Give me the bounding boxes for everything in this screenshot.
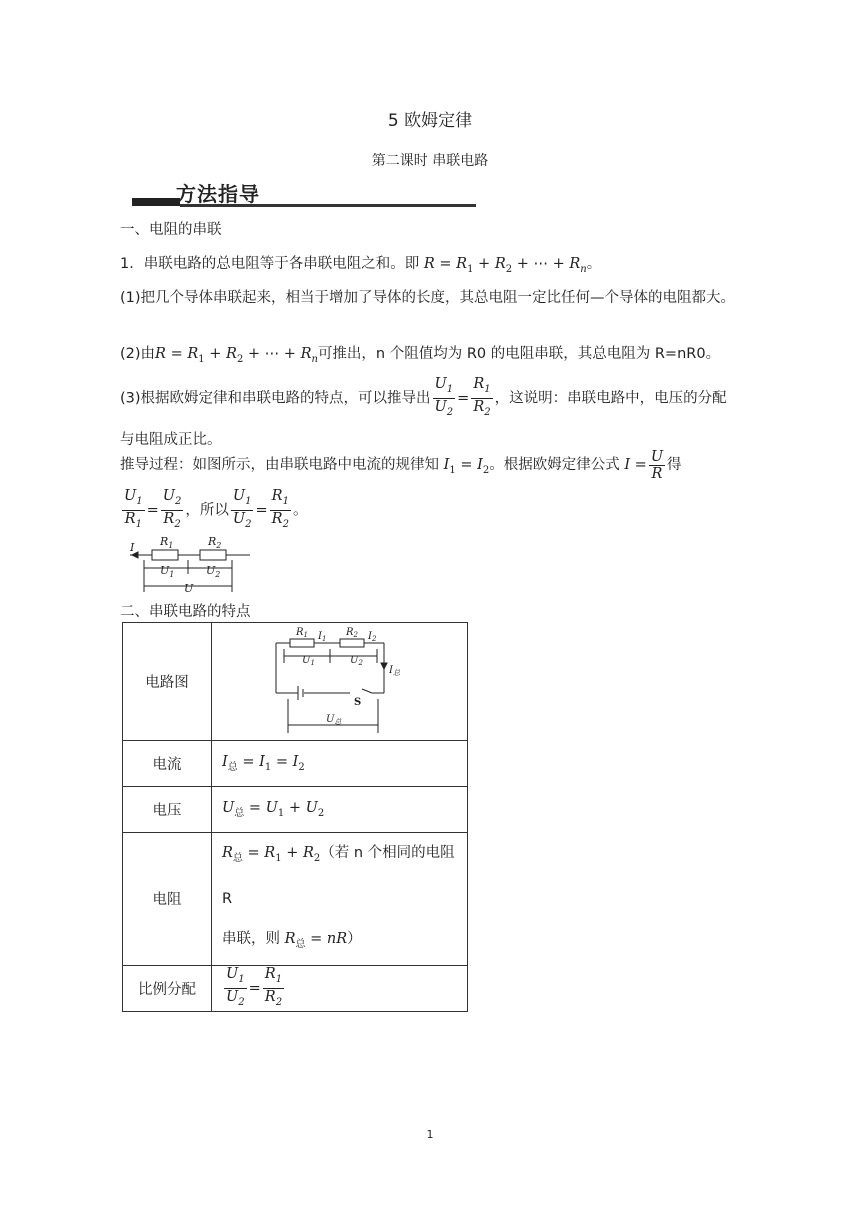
paragraph-4: (3)根据欧姆定律和串联电路的特点，可以推导出 $\frac{U_1}{U_2}$ = $\frac{R_1}{R_2}$ ，这说明：串联电路中，电压的分配与电阻成正比。 <box>120 376 727 448</box>
paragraph-5-pre: 推导过程：如图所示，由串联电路中电流的规律知 <box>120 457 439 473</box>
svg-text:I2: $I_2$ <box>368 631 377 643</box>
row-label-current: 电流 <box>123 741 212 787</box>
formula-total-resistance: $R = R_1 + R_2$ + ⋯ + $R_n$ <box>423 256 587 275</box>
paragraph-3-post: 可推出，n 个阻值均为 R0 的电阻串联，其总电阻为 R=nR0。 <box>317 346 721 362</box>
resistance-n-formula: $R_总$ = nR <box>284 930 348 950</box>
banner-bar <box>132 198 180 206</box>
section-heading-2: 二、串联电路的特点 <box>120 604 251 620</box>
resistance-note-1: （若 n 个相同的电阻 R <box>222 845 455 907</box>
svg-text:I: I <box>130 541 135 554</box>
row-label-ratio: 比例分配 <box>123 965 212 1011</box>
table-row <box>123 965 468 1011</box>
svg-text:R1: $R_1$ <box>160 535 174 550</box>
section-heading-1: 一、电阻的串联 <box>120 222 222 238</box>
series-resistor-diagram <box>122 530 262 600</box>
fraction-u1-u2: $\frac{U_1}{U_2}$ <box>434 376 454 418</box>
resistor-r2 <box>200 550 226 560</box>
circuit-diagram <box>212 623 467 736</box>
row-label-circuit: 电路图 <box>123 623 212 741</box>
fraction-r1-r2-b: $\frac{R_1}{R_2}$ <box>271 488 289 530</box>
table-row <box>123 833 468 966</box>
section-banner <box>120 178 476 212</box>
svg-text:I1: $I_1$ <box>318 631 327 643</box>
circuit-diagram-cell <box>212 623 468 741</box>
page-subtitle: 第二课时 串联电路 <box>371 153 489 169</box>
paragraph-6: $\frac{U_1}{R_1}$ = $\frac{U_2}{R_2}$ ，所以 $\frac{U_1}{U_2}$ = $\frac{R_1}{R_2}$ 。 <box>120 488 740 533</box>
row-label-voltage: 电压 <box>123 787 212 833</box>
banner-text: 方法指导 <box>176 182 260 206</box>
svg-text:R2: $R_2$ <box>208 535 222 550</box>
fraction-r1-r2: $\frac{R_1}{R_2}$ <box>473 376 491 418</box>
formula-current-equal: $I_1 = I_2$ <box>443 457 490 476</box>
svg-text:S: S <box>354 697 362 708</box>
paragraph-5 <box>120 446 740 490</box>
table-row <box>123 787 468 833</box>
svg-text:U2: $U_2$ <box>350 655 363 667</box>
table-row <box>123 623 468 741</box>
page-title: 5 欧姆定律 <box>387 111 473 131</box>
svg-text:I总: $I_总$ <box>389 665 400 677</box>
svg-text:R2: $R_2$ <box>346 627 358 639</box>
page-number: 1 <box>426 1128 434 1141</box>
ratio-formula-cell: $\frac{U_1}{U_2}$ = $\frac{R_1}{R_2}$ <box>212 965 468 1011</box>
voltage-formula-cell: $U_总 = U_1 + U_2$ <box>212 787 468 833</box>
paragraph-5-mid: 。根据欧姆定律公式 <box>489 457 620 473</box>
paragraph-1: 1．串联电路的总电阻等于各串联电阻之和。即 $R = R_1 + R_2$ + ⋯ + $R_n$。 <box>120 256 602 275</box>
formula-ohm: I = <box>624 457 647 473</box>
current-arrow-total <box>381 663 387 669</box>
paragraph-6-mid: ，所以 <box>185 502 229 519</box>
svg-text:U: U <box>184 582 194 595</box>
resistance-formula: $R_总 = R_1 + R_2$ <box>222 845 321 864</box>
paragraph-4-pre: (3)根据欧姆定律和串联电路的特点，可以推导出 <box>120 390 431 407</box>
paragraph-3 <box>120 342 740 372</box>
current-formula-cell: $I_总 = I_1 = I_2$ <box>212 741 468 787</box>
svg-text:U2: $U_2$ <box>206 564 221 579</box>
series-circuit-table <box>122 622 468 1012</box>
paragraph-2: (1)把几个导体串联起来，相当于增加了导体的长度，其总电阻一定比任何—个导体的电阻都大。 <box>120 290 736 306</box>
paragraph-4-post: ，这说明：串联电路中，电压的分配与电阻成正比。 <box>120 390 727 448</box>
fraction-u2-r2: $\frac{U_2}{R_2}$ <box>162 488 182 530</box>
svg-text:U1: $U_1$ <box>160 564 175 579</box>
svg-text:U1: $U_1$ <box>302 655 315 667</box>
resistance-formula-cell: $R_总 = R_1 + R_2$（若 n 个相同的电阻 R 串联，则 $R_总 = nR$） <box>212 833 468 966</box>
fraction-u1-r1: $\frac{U_1}{R_1}$ <box>124 488 143 530</box>
fraction-u1-u2-table: $\frac{U_1}{U_2}$ <box>226 965 245 1008</box>
fraction-u1-u2-b: $\frac{U_1}{U_2}$ <box>232 488 252 530</box>
paragraph-3-pre: (2)由 <box>120 346 156 362</box>
table-row <box>123 741 468 787</box>
formula-sum: $R = R_1 + R_2$ + ⋯ + $R_n$ <box>155 346 318 365</box>
resistance-note-2: 串联，则 <box>222 930 280 947</box>
paragraph-5-end: 得 <box>667 457 682 473</box>
resistor-r2-table <box>340 639 364 647</box>
fraction-u-r: $\frac{U}{R}$ <box>650 448 664 482</box>
fraction-r1-r2-table: $\frac{R_1}{R_2}$ <box>264 965 283 1008</box>
resistor-r1-table <box>290 639 314 647</box>
svg-text:U总: $U_总$ <box>326 714 342 726</box>
svg-text:R1: $R_1$ <box>296 627 308 639</box>
paragraph-1-text: 1．串联电路的总电阻等于各串联电阻之和。即 <box>120 256 420 272</box>
row-label-resistance: 电阻 <box>123 833 212 966</box>
resistor-r1 <box>152 550 178 560</box>
